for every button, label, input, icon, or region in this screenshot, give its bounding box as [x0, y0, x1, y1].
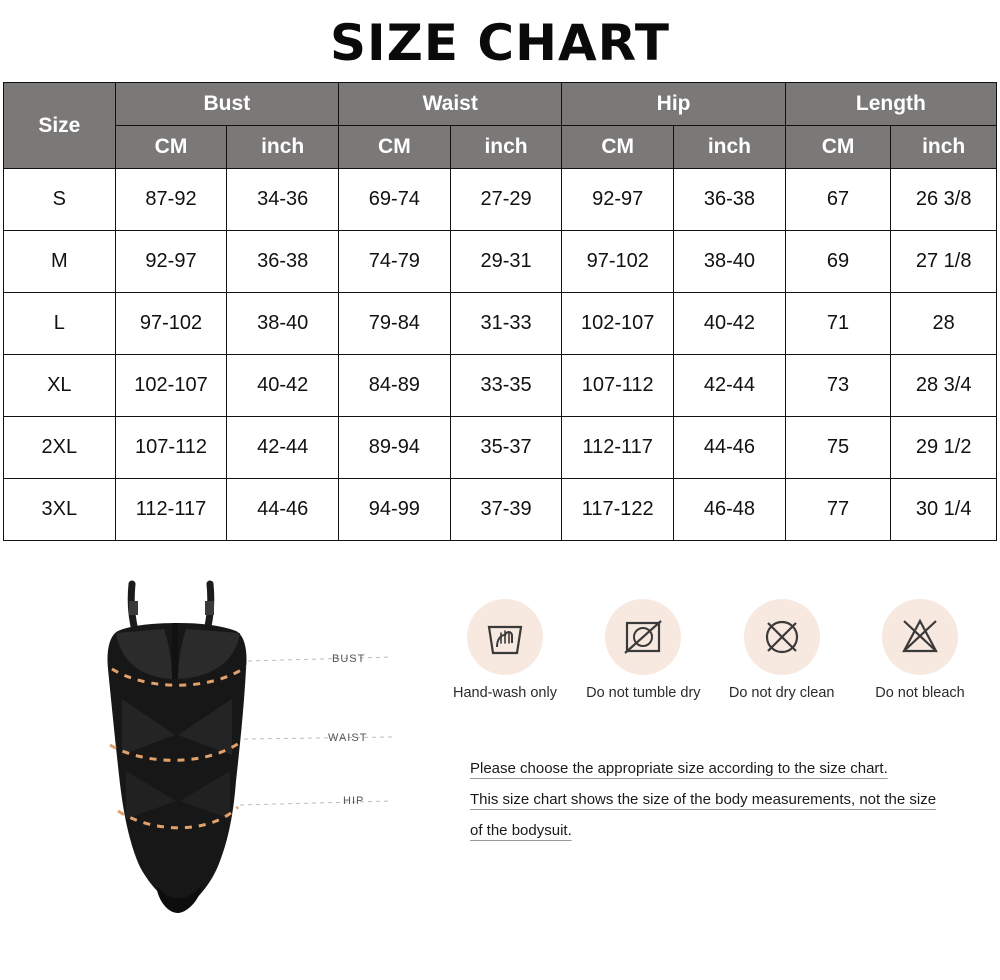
hand-wash-icon — [467, 599, 543, 675]
cell-bust-cm: 92-97 — [115, 231, 227, 293]
unit-header-waist-inch: inch — [450, 126, 562, 169]
column-header-length: Length — [785, 83, 996, 126]
cell-length-inch: 29 1/2 — [891, 417, 997, 479]
column-header-waist: Waist — [339, 83, 562, 126]
cell-waist-cm: 79-84 — [339, 293, 451, 355]
cell-waist-inch: 33-35 — [450, 355, 562, 417]
cell-hip-cm: 97-102 — [562, 231, 674, 293]
table-group-header-row — [4, 83, 997, 126]
cell-size: 2XL — [4, 417, 116, 479]
cell-size: XL — [4, 355, 116, 417]
no-tumble-dry-icon — [605, 599, 681, 675]
cell-length-inch: 26 3/8 — [891, 169, 997, 231]
cell-bust-inch: 42-44 — [227, 417, 339, 479]
cell-bust-cm: 102-107 — [115, 355, 227, 417]
care-caption: Hand-wash only — [453, 685, 557, 701]
column-header-size: Size — [4, 83, 116, 169]
cell-waist-cm: 89-94 — [339, 417, 451, 479]
cell-length-inch: 30 1/4 — [891, 479, 997, 541]
label-bust: BUST — [332, 653, 366, 665]
unit-header-bust-inch: inch — [227, 126, 339, 169]
cell-size: M — [4, 231, 116, 293]
cell-hip-inch: 44-46 — [674, 417, 786, 479]
cell-hip-inch: 36-38 — [674, 169, 786, 231]
cell-length-cm: 75 — [785, 417, 891, 479]
cell-bust-cm: 107-112 — [115, 417, 227, 479]
table-row — [4, 355, 997, 417]
cell-hip-cm: 112-117 — [562, 417, 674, 479]
page-title: SIZE CHART — [329, 14, 671, 72]
table-row — [4, 479, 997, 541]
unit-header-waist-cm: CM — [339, 126, 451, 169]
cell-length-cm: 71 — [785, 293, 891, 355]
cell-hip-cm: 102-107 — [562, 293, 674, 355]
cell-size: S — [4, 169, 116, 231]
cell-hip-inch: 42-44 — [674, 355, 786, 417]
cell-length-inch: 28 — [891, 293, 997, 355]
cell-bust-inch: 40-42 — [227, 355, 339, 417]
care-item-no-dry-clean — [717, 599, 847, 702]
table-row — [4, 169, 997, 231]
table-unit-header-row — [4, 126, 997, 169]
cell-waist-inch: 29-31 — [450, 231, 562, 293]
cell-hip-inch: 38-40 — [674, 231, 786, 293]
cell-hip-cm: 117-122 — [562, 479, 674, 541]
cell-bust-cm: 87-92 — [115, 169, 227, 231]
cell-bust-inch: 44-46 — [227, 479, 339, 541]
cell-length-cm: 67 — [785, 169, 891, 231]
cell-waist-inch: 27-29 — [450, 169, 562, 231]
cell-waist-cm: 94-99 — [339, 479, 451, 541]
column-header-hip: Hip — [562, 83, 785, 126]
cell-bust-inch: 36-38 — [227, 231, 339, 293]
unit-header-hip-inch: inch — [674, 126, 786, 169]
cell-waist-inch: 37-39 — [450, 479, 562, 541]
table-row — [4, 293, 997, 355]
bodysuit-illustration — [60, 549, 400, 919]
cell-bust-cm: 112-117 — [115, 479, 227, 541]
cell-length-cm: 77 — [785, 479, 891, 541]
note-line: Please choose the appropriate size according to the size chart. — [470, 760, 888, 777]
cell-length-inch: 28 3/4 — [891, 355, 997, 417]
cell-waist-inch: 31-33 — [450, 293, 562, 355]
bottom-section — [0, 541, 1000, 921]
cell-hip-inch: 40-42 — [674, 293, 786, 355]
unit-header-length-cm: CM — [785, 126, 891, 169]
column-header-bust: Bust — [115, 83, 338, 126]
care-instructions — [440, 599, 985, 702]
table-body — [4, 169, 997, 541]
no-dry-clean-icon — [744, 599, 820, 675]
care-caption: Do not bleach — [875, 685, 965, 701]
cell-hip-cm: 107-112 — [562, 355, 674, 417]
cell-waist-cm: 74-79 — [339, 231, 451, 293]
cell-length-cm: 73 — [785, 355, 891, 417]
cell-waist-cm: 69-74 — [339, 169, 451, 231]
cell-hip-inch: 46-48 — [674, 479, 786, 541]
care-caption: Do not tumble dry — [586, 685, 701, 701]
size-notes — [470, 753, 970, 846]
care-caption: Do not dry clean — [728, 685, 835, 701]
cell-waist-inch: 35-37 — [450, 417, 562, 479]
cell-length-cm: 69 — [785, 231, 891, 293]
cell-size: L — [4, 293, 116, 355]
label-waist: WAIST — [328, 732, 368, 744]
table-row — [4, 417, 997, 479]
unit-header-hip-cm: CM — [562, 126, 674, 169]
table-head — [4, 83, 997, 169]
care-item-hand-wash — [440, 599, 570, 702]
note-line: This size chart shows the size of the body measurements, not the size — [470, 791, 937, 808]
table-row — [4, 231, 997, 293]
cell-bust-cm: 97-102 — [115, 293, 227, 355]
cell-bust-inch: 38-40 — [227, 293, 339, 355]
cell-length-inch: 27 1/8 — [891, 231, 997, 293]
unit-header-length-inch: inch — [891, 126, 997, 169]
unit-header-bust-cm: CM — [115, 126, 227, 169]
care-item-no-tumble-dry — [578, 599, 708, 702]
care-item-no-bleach — [855, 599, 985, 702]
no-bleach-icon — [882, 599, 958, 675]
label-hip: HIP — [343, 795, 365, 807]
cell-bust-inch: 34-36 — [227, 169, 339, 231]
note-line: of the bodysuit. — [470, 822, 572, 839]
cell-waist-cm: 84-89 — [339, 355, 451, 417]
cell-hip-cm: 92-97 — [562, 169, 674, 231]
size-chart-table — [3, 82, 997, 541]
cell-size: 3XL — [4, 479, 116, 541]
